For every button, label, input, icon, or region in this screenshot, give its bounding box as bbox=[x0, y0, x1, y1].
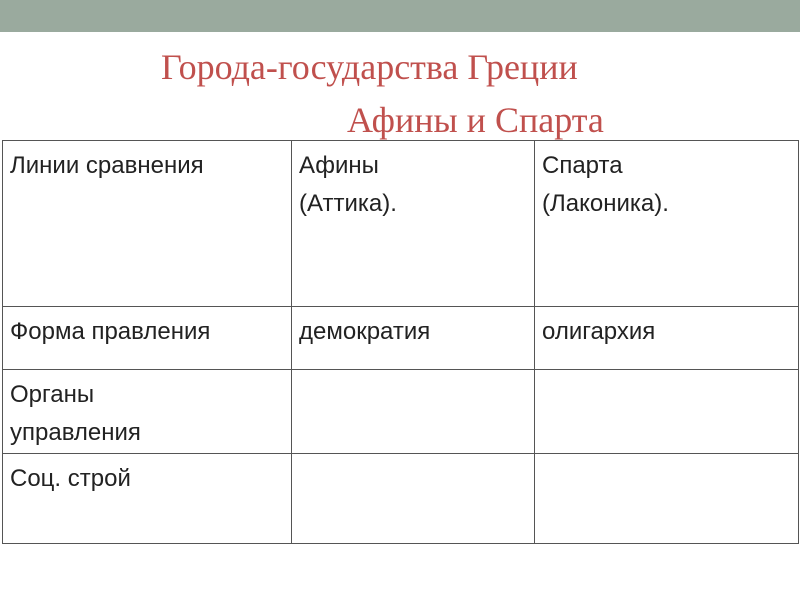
cell-text: Соц. строй bbox=[10, 465, 131, 492]
table-row bbox=[3, 307, 799, 370]
cell-text: Афины (Аттика). bbox=[299, 152, 397, 217]
top-decorative-bar bbox=[0, 0, 800, 32]
athens-cell bbox=[292, 454, 535, 544]
cell-text: Органы управления bbox=[10, 381, 141, 446]
slide-title-line-1: Города-государства Греции bbox=[161, 47, 578, 87]
header-cell-sparta bbox=[535, 141, 799, 307]
table-row bbox=[3, 370, 799, 454]
cell-text: демократия bbox=[299, 318, 431, 345]
cell-text: Форма правления bbox=[10, 318, 211, 345]
row-label-cell bbox=[3, 454, 292, 544]
row-label-cell bbox=[3, 370, 292, 454]
sparta-cell bbox=[535, 307, 799, 370]
sparta-cell bbox=[535, 454, 799, 544]
header-cell-athens bbox=[292, 141, 535, 307]
cell-text: Линии сравнения bbox=[10, 152, 204, 179]
slide-title-line-2: Афины и Спарта bbox=[347, 100, 604, 140]
cell-text: олигархия bbox=[542, 318, 656, 345]
athens-cell bbox=[292, 370, 535, 454]
table-row bbox=[3, 454, 799, 544]
comparison-table bbox=[2, 140, 799, 544]
header-cell-criteria bbox=[3, 141, 292, 307]
cell-text: Спарта (Лаконика). bbox=[542, 152, 669, 217]
sparta-cell bbox=[535, 370, 799, 454]
row-label-cell bbox=[3, 307, 292, 370]
athens-cell bbox=[292, 307, 535, 370]
table-row-header bbox=[3, 141, 799, 307]
